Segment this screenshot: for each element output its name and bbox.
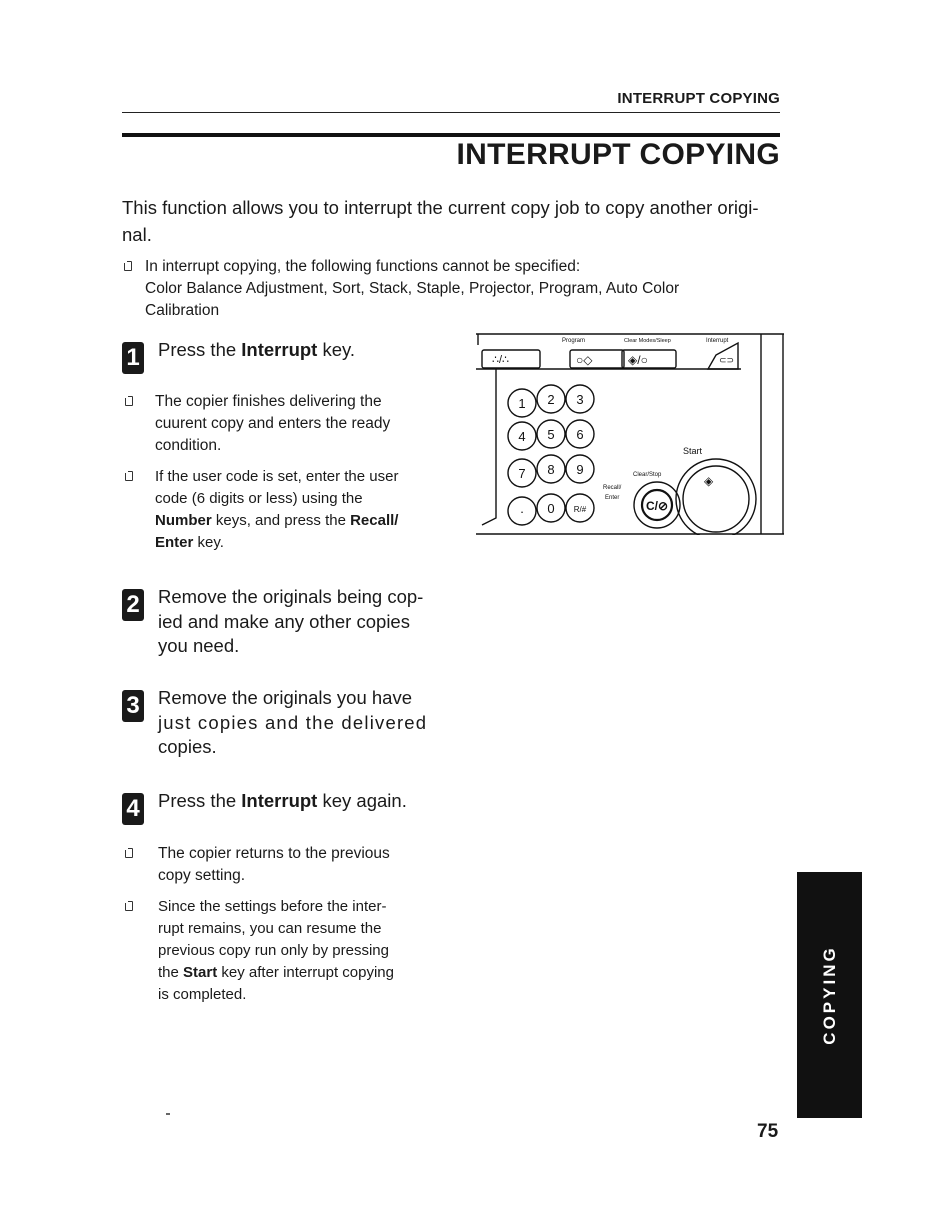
note-line: condition.	[155, 437, 222, 454]
recall-key-label: Recall/	[350, 512, 399, 529]
note-line	[155, 532, 442, 554]
start-key-icon: ◈	[704, 474, 714, 488]
start-key-label: Start	[183, 964, 218, 981]
key-r-hash: R/#	[573, 505, 587, 514]
clear-stop-key-symbol: C/⊘	[645, 499, 669, 513]
mode-icon: ∴/∴	[492, 354, 510, 366]
note-end: key.	[193, 534, 224, 551]
note-line: rupt remains, you can resume the	[158, 920, 382, 937]
panel-label-recall: Recall/	[603, 485, 622, 491]
note-line: The copier finishes delivering the	[155, 393, 382, 410]
key-7: 7	[518, 466, 526, 481]
thick-rule	[122, 133, 780, 137]
program-key-icon: ○◇	[576, 353, 593, 367]
control-panel-illustration	[476, 333, 784, 535]
checkbox-icon	[125, 901, 133, 911]
running-head: INTERRUPT COPYING	[617, 90, 780, 107]
note-line	[158, 962, 442, 984]
step-number-4: 4	[122, 793, 144, 825]
step-4-text	[158, 789, 438, 814]
step-4-pre: Press the	[158, 790, 242, 811]
note-line	[155, 510, 442, 532]
key-6: 6	[576, 427, 584, 442]
step-line: ied and make any other copies	[158, 610, 410, 632]
key-9: 9	[576, 462, 584, 477]
step-line: Remove the originals being cop-	[158, 586, 424, 607]
interrupt-key-label: Interrupt	[241, 790, 318, 811]
note-line: The copier returns to the previous	[158, 845, 390, 862]
checkbox-icon	[125, 396, 133, 406]
step-1-post: key.	[317, 339, 356, 360]
step-1-note-1	[122, 391, 442, 457]
step-1-text	[158, 338, 438, 363]
top-note-line-3: Calibration	[145, 302, 220, 319]
key-1: 1	[518, 396, 526, 411]
interrupt-key-label: Interrupt	[241, 339, 318, 360]
intro-line-2: nal.	[122, 224, 152, 245]
note-line: Since the settings before the inter-	[158, 898, 387, 915]
key-4: 4	[518, 429, 526, 444]
note-line: copy setting.	[158, 867, 246, 884]
intro-line-1: This function allows you to interrupt the current copy job to copy another origi-	[122, 197, 759, 218]
step-4-note-1	[122, 843, 442, 887]
panel-label-interrupt: Interrupt	[706, 338, 729, 344]
step-line: just copies and the delivered	[158, 711, 428, 733]
step-number-3: 3	[122, 690, 144, 722]
step-number-2: 2	[122, 589, 144, 621]
panel-label-program: Program	[562, 338, 586, 344]
intro-paragraph	[122, 194, 790, 248]
key-2: 2	[547, 392, 555, 407]
page-number: 75	[757, 1121, 779, 1142]
key-dot: ·	[519, 504, 525, 519]
side-tab	[797, 872, 862, 1118]
step-number-1: 1	[122, 342, 144, 374]
checkbox-icon	[124, 261, 132, 271]
note-mid: keys, and press the	[211, 512, 351, 529]
note-line: cuurent copy and enters the ready	[155, 415, 391, 432]
note-prefix: the	[158, 964, 184, 981]
step-1-note-2	[122, 466, 442, 554]
step-4-post: key again.	[317, 790, 407, 811]
thin-rule	[122, 112, 780, 113]
key-3: 3	[576, 392, 584, 407]
panel-label-clear-stop: Clear/Stop	[633, 472, 662, 478]
note-line: previous copy run only by pressing	[158, 942, 389, 959]
side-tab-label: COPYING	[819, 945, 839, 1045]
checkbox-icon	[125, 471, 133, 481]
clear-modes-key-icon: ◈/○	[628, 353, 648, 367]
enter-key-label: Enter	[155, 534, 194, 551]
note-line: code (6 digits or less) using the	[155, 490, 363, 507]
key-0: 0	[547, 501, 555, 516]
panel-label-start: Start	[683, 446, 703, 456]
key-8: 8	[547, 462, 555, 477]
key-5: 5	[547, 427, 555, 442]
top-note	[122, 256, 792, 322]
note-line: If the user code is set, enter the user	[155, 468, 399, 485]
step-line: copies.	[158, 736, 217, 757]
step-4-note-2	[122, 896, 442, 1006]
note-line: is completed.	[158, 986, 247, 1003]
interrupt-key-icon: ⊂⊃	[719, 355, 735, 365]
speck	[166, 1113, 170, 1115]
panel-label-enter: Enter	[605, 495, 620, 501]
step-1-pre: Press the	[158, 339, 242, 360]
step-line: Remove the originals you have	[158, 687, 413, 708]
panel-label-clear-modes: Clear Modes/Sleep	[624, 338, 671, 344]
checkbox-icon	[125, 848, 133, 858]
top-note-line-2: Color Balance Adjustment, Sort, Stack, Staple, Projector, Program, Auto Color	[145, 280, 680, 297]
step-2-text	[158, 585, 458, 659]
number-key-label: Number	[155, 512, 212, 529]
page-title: INTERRUPT COPYING	[456, 138, 780, 171]
step-line: you need.	[158, 635, 240, 656]
top-note-line-1: In interrupt copying, the following functions cannot be specified:	[145, 258, 581, 275]
step-3-text	[158, 686, 458, 760]
note-mid: key after interrupt copying	[217, 964, 394, 981]
